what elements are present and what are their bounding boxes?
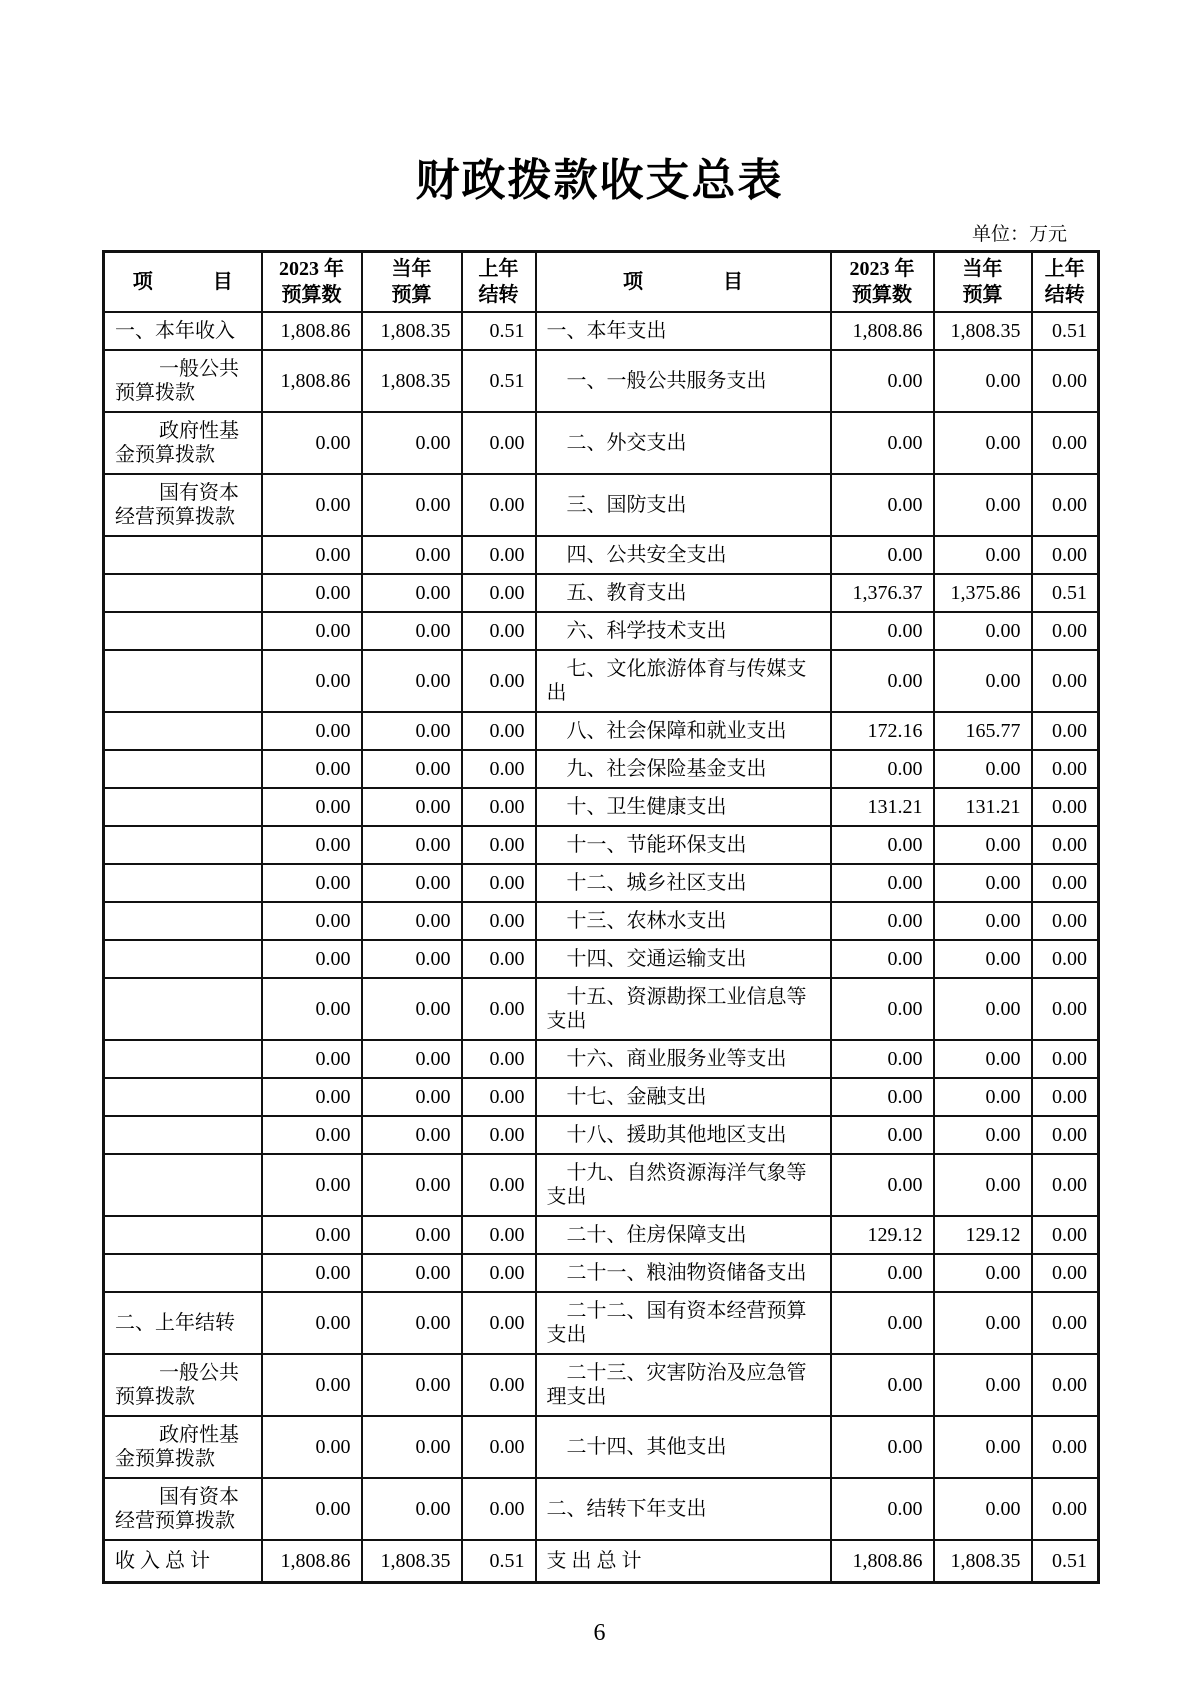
value-2023-left: 0.00 bbox=[262, 712, 362, 750]
value-carryover-right: 0.00 bbox=[1032, 412, 1099, 474]
value-2023-left: 1,808.86 bbox=[262, 1540, 362, 1583]
value-2023-left: 0.00 bbox=[262, 474, 362, 536]
header-line: 2023 年 bbox=[849, 258, 915, 280]
value-current-left: 0.00 bbox=[362, 1078, 462, 1116]
value-carryover-right: 0.00 bbox=[1032, 864, 1099, 902]
item-cell-right: 六、科学技术支出 bbox=[536, 612, 831, 650]
value-2023-right: 172.16 bbox=[831, 712, 934, 750]
header-budget-2023-left bbox=[262, 252, 362, 313]
item-cell-left bbox=[104, 1216, 262, 1254]
value-current-left: 0.00 bbox=[362, 940, 462, 978]
item-cell-right: 七、文化旅游体育与传媒支出 bbox=[536, 650, 831, 712]
item-cell-right: 二十、住房保障支出 bbox=[536, 1216, 831, 1254]
item-cell-left bbox=[104, 574, 262, 612]
value-2023-left: 0.00 bbox=[262, 902, 362, 940]
value-current-right: 0.00 bbox=[934, 474, 1032, 536]
value-2023-right: 0.00 bbox=[831, 1254, 934, 1292]
item-cell-left bbox=[104, 1116, 262, 1154]
item-cell-right: 十八、援助其他地区支出 bbox=[536, 1116, 831, 1154]
item-cell-left: 政府性基金预算拨款 bbox=[104, 1416, 262, 1478]
item-cell-left bbox=[104, 1040, 262, 1078]
value-carryover-left: 0.00 bbox=[462, 978, 536, 1040]
value-2023-left: 0.00 bbox=[262, 574, 362, 612]
value-carryover-right: 0.00 bbox=[1032, 474, 1099, 536]
value-2023-left: 0.00 bbox=[262, 1078, 362, 1116]
value-current-left: 0.00 bbox=[362, 1116, 462, 1154]
value-current-right: 0.00 bbox=[934, 612, 1032, 650]
value-current-left: 0.00 bbox=[362, 412, 462, 474]
value-current-left: 1,808.35 bbox=[362, 312, 462, 350]
table-row bbox=[104, 412, 1099, 474]
value-2023-right: 0.00 bbox=[831, 350, 934, 412]
value-carryover-right: 0.00 bbox=[1032, 1154, 1099, 1216]
table-row bbox=[104, 474, 1099, 536]
value-current-right: 0.00 bbox=[934, 1254, 1032, 1292]
table-area bbox=[102, 222, 1097, 1584]
value-current-right: 0.00 bbox=[934, 1154, 1032, 1216]
value-2023-right: 0.00 bbox=[831, 1116, 934, 1154]
value-carryover-left: 0.00 bbox=[462, 536, 536, 574]
item-cell-right: 五、教育支出 bbox=[536, 574, 831, 612]
value-carryover-right: 0.00 bbox=[1032, 1116, 1099, 1154]
value-carryover-right: 0.00 bbox=[1032, 650, 1099, 712]
value-2023-left: 0.00 bbox=[262, 1354, 362, 1416]
table-row bbox=[104, 312, 1099, 350]
value-current-left: 0.00 bbox=[362, 536, 462, 574]
item-cell-left bbox=[104, 750, 262, 788]
header-current-budget-right bbox=[934, 252, 1032, 313]
value-carryover-left: 0.00 bbox=[462, 1040, 536, 1078]
value-2023-left: 0.00 bbox=[262, 788, 362, 826]
item-cell-left bbox=[104, 826, 262, 864]
page-number: 6 bbox=[593, 1620, 606, 1646]
table-row bbox=[104, 1216, 1099, 1254]
value-2023-left: 0.00 bbox=[262, 826, 362, 864]
value-2023-right: 0.00 bbox=[831, 650, 934, 712]
value-carryover-left: 0.00 bbox=[462, 712, 536, 750]
value-2023-left: 0.00 bbox=[262, 650, 362, 712]
item-cell-left: 一般公共预算拨款 bbox=[104, 350, 262, 412]
value-2023-left: 0.00 bbox=[262, 1154, 362, 1216]
header-item-right: 项 目 bbox=[536, 252, 831, 313]
table-row bbox=[104, 1478, 1099, 1540]
item-cell-right: 一、本年支出 bbox=[536, 312, 831, 350]
value-carryover-right: 0.51 bbox=[1032, 1540, 1099, 1583]
header-carryover-left bbox=[462, 252, 536, 313]
value-2023-right: 1,808.86 bbox=[831, 312, 934, 350]
header-line: 预算 bbox=[391, 284, 432, 306]
header-row bbox=[104, 252, 1099, 313]
value-2023-left: 0.00 bbox=[262, 750, 362, 788]
value-2023-right: 0.00 bbox=[831, 1354, 934, 1416]
value-2023-right: 0.00 bbox=[831, 412, 934, 474]
table-row bbox=[104, 1354, 1099, 1416]
value-current-right: 0.00 bbox=[934, 864, 1032, 902]
value-carryover-right: 0.00 bbox=[1032, 940, 1099, 978]
value-2023-right: 0.00 bbox=[831, 1478, 934, 1540]
value-carryover-left: 0.00 bbox=[462, 902, 536, 940]
value-carryover-right: 0.00 bbox=[1032, 788, 1099, 826]
item-cell-right: 十二、城乡社区支出 bbox=[536, 864, 831, 902]
value-2023-right: 0.00 bbox=[831, 474, 934, 536]
table-row bbox=[104, 1040, 1099, 1078]
value-carryover-left: 0.00 bbox=[462, 750, 536, 788]
value-carryover-right: 0.00 bbox=[1032, 1216, 1099, 1254]
value-carryover-right: 0.51 bbox=[1032, 312, 1099, 350]
item-cell-right: 十四、交通运输支出 bbox=[536, 940, 831, 978]
item-cell-left bbox=[104, 978, 262, 1040]
value-carryover-left: 0.00 bbox=[462, 650, 536, 712]
value-carryover-left: 0.00 bbox=[462, 788, 536, 826]
table-row bbox=[104, 350, 1099, 412]
item-cell-left bbox=[104, 1154, 262, 1216]
header-line: 上年 bbox=[478, 258, 519, 280]
table-row bbox=[104, 712, 1099, 750]
value-carryover-left: 0.00 bbox=[462, 1078, 536, 1116]
value-carryover-left: 0.00 bbox=[462, 940, 536, 978]
value-carryover-left: 0.00 bbox=[462, 1216, 536, 1254]
value-carryover-left: 0.00 bbox=[462, 474, 536, 536]
item-cell-right: 二、外交支出 bbox=[536, 412, 831, 474]
table-row bbox=[104, 788, 1099, 826]
item-cell-left bbox=[104, 612, 262, 650]
value-carryover-left: 0.00 bbox=[462, 1254, 536, 1292]
value-current-left: 0.00 bbox=[362, 574, 462, 612]
table-row bbox=[104, 1254, 1099, 1292]
item-cell-right: 二十四、其他支出 bbox=[536, 1416, 831, 1478]
value-current-right: 0.00 bbox=[934, 1116, 1032, 1154]
value-2023-left: 0.00 bbox=[262, 1116, 362, 1154]
value-current-left: 0.00 bbox=[362, 712, 462, 750]
value-carryover-right: 0.00 bbox=[1032, 536, 1099, 574]
header-line: 预算数 bbox=[852, 284, 912, 306]
value-2023-left: 0.00 bbox=[262, 1478, 362, 1540]
value-current-left: 0.00 bbox=[362, 978, 462, 1040]
item-cell-right: 四、公共安全支出 bbox=[536, 536, 831, 574]
value-current-right: 0.00 bbox=[934, 536, 1032, 574]
value-2023-left: 0.00 bbox=[262, 412, 362, 474]
value-2023-left: 0.00 bbox=[262, 1292, 362, 1354]
value-2023-right: 0.00 bbox=[831, 902, 934, 940]
value-2023-right: 1,376.37 bbox=[831, 574, 934, 612]
value-current-right: 0.00 bbox=[934, 1040, 1032, 1078]
value-2023-right: 0.00 bbox=[831, 1154, 934, 1216]
value-2023-right: 0.00 bbox=[831, 1292, 934, 1354]
value-2023-right: 129.12 bbox=[831, 1216, 934, 1254]
table-row bbox=[104, 1154, 1099, 1216]
item-cell-left bbox=[104, 1254, 262, 1292]
value-carryover-right: 0.00 bbox=[1032, 1416, 1099, 1478]
value-carryover-left: 0.00 bbox=[462, 612, 536, 650]
value-current-left: 0.00 bbox=[362, 1354, 462, 1416]
value-2023-right: 0.00 bbox=[831, 612, 934, 650]
value-2023-left: 0.00 bbox=[262, 978, 362, 1040]
item-cell-right: 二十三、灾害防治及应急管理支出 bbox=[536, 1354, 831, 1416]
value-carryover-left: 0.51 bbox=[462, 312, 536, 350]
header-line: 结转 bbox=[478, 284, 519, 306]
value-current-right: 0.00 bbox=[934, 940, 1032, 978]
value-current-left: 0.00 bbox=[362, 474, 462, 536]
value-2023-right: 0.00 bbox=[831, 1078, 934, 1116]
value-carryover-right: 0.00 bbox=[1032, 902, 1099, 940]
value-carryover-left: 0.00 bbox=[462, 412, 536, 474]
item-cell-right: 八、社会保障和就业支出 bbox=[536, 712, 831, 750]
header-line: 预算 bbox=[962, 284, 1003, 306]
item-cell-right: 二十二、国有资本经营预算支出 bbox=[536, 1292, 831, 1354]
value-current-right: 0.00 bbox=[934, 350, 1032, 412]
table-row bbox=[104, 864, 1099, 902]
value-carryover-right: 0.00 bbox=[1032, 978, 1099, 1040]
value-current-right: 0.00 bbox=[934, 978, 1032, 1040]
item-cell-right: 十五、资源勘探工业信息等支出 bbox=[536, 978, 831, 1040]
value-2023-left: 0.00 bbox=[262, 1416, 362, 1478]
value-carryover-right: 0.00 bbox=[1032, 612, 1099, 650]
table-row bbox=[104, 1292, 1099, 1354]
item-cell-right: 一、一般公共服务支出 bbox=[536, 350, 831, 412]
value-current-right: 0.00 bbox=[934, 902, 1032, 940]
value-2023-right: 131.21 bbox=[831, 788, 934, 826]
item-cell-right: 十一、节能环保支出 bbox=[536, 826, 831, 864]
value-current-right: 0.00 bbox=[934, 826, 1032, 864]
value-carryover-left: 0.00 bbox=[462, 826, 536, 864]
value-current-right: 0.00 bbox=[934, 1416, 1032, 1478]
value-current-left: 0.00 bbox=[362, 1478, 462, 1540]
value-2023-left: 0.00 bbox=[262, 1254, 362, 1292]
item-cell-left bbox=[104, 1078, 262, 1116]
value-2023-left: 1,808.86 bbox=[262, 312, 362, 350]
table-row bbox=[104, 612, 1099, 650]
item-cell-left: 国有资本经营预算拨款 bbox=[104, 474, 262, 536]
value-2023-left: 0.00 bbox=[262, 864, 362, 902]
item-cell-right: 十、卫生健康支出 bbox=[536, 788, 831, 826]
value-carryover-left: 0.00 bbox=[462, 864, 536, 902]
item-cell-left: 一、本年收入 bbox=[104, 312, 262, 350]
value-current-left: 0.00 bbox=[362, 1154, 462, 1216]
value-2023-right: 0.00 bbox=[831, 826, 934, 864]
item-cell-left: 国有资本经营预算拨款 bbox=[104, 1478, 262, 1540]
value-current-left: 0.00 bbox=[362, 826, 462, 864]
value-current-left: 0.00 bbox=[362, 902, 462, 940]
value-current-right: 0.00 bbox=[934, 1292, 1032, 1354]
table-row bbox=[104, 1116, 1099, 1154]
value-current-left: 0.00 bbox=[362, 1292, 462, 1354]
value-2023-right: 1,808.86 bbox=[831, 1540, 934, 1583]
header-item-left: 项 目 bbox=[104, 252, 262, 313]
header-line: 预算数 bbox=[281, 284, 342, 306]
table-row bbox=[104, 1078, 1099, 1116]
value-2023-right: 0.00 bbox=[831, 1416, 934, 1478]
value-current-left: 0.00 bbox=[362, 1040, 462, 1078]
value-2023-right: 0.00 bbox=[831, 1040, 934, 1078]
item-cell-left bbox=[104, 788, 262, 826]
header-line: 当年 bbox=[962, 258, 1003, 280]
value-carryover-right: 0.00 bbox=[1032, 750, 1099, 788]
value-carryover-left: 0.51 bbox=[462, 350, 536, 412]
table-row bbox=[104, 978, 1099, 1040]
item-cell-left bbox=[104, 940, 262, 978]
value-current-left: 0.00 bbox=[362, 788, 462, 826]
value-current-left: 0.00 bbox=[362, 612, 462, 650]
value-carryover-left: 0.00 bbox=[462, 1416, 536, 1478]
value-current-left: 0.00 bbox=[362, 750, 462, 788]
value-carryover-right: 0.00 bbox=[1032, 826, 1099, 864]
header-carryover-right bbox=[1032, 252, 1099, 313]
header-line: 上年 bbox=[1044, 258, 1085, 280]
value-2023-left: 0.00 bbox=[262, 1040, 362, 1078]
table-row bbox=[104, 1416, 1099, 1478]
value-carryover-right: 0.00 bbox=[1032, 350, 1099, 412]
value-2023-right: 0.00 bbox=[831, 940, 934, 978]
item-cell-left bbox=[104, 536, 262, 574]
value-current-right: 165.77 bbox=[934, 712, 1032, 750]
value-carryover-left: 0.00 bbox=[462, 1478, 536, 1540]
table-row bbox=[104, 574, 1099, 612]
item-cell-left: 二、上年结转 bbox=[104, 1292, 262, 1354]
header-current-budget-left bbox=[362, 252, 462, 313]
value-current-right: 1,808.35 bbox=[934, 312, 1032, 350]
item-cell-right: 九、社会保险基金支出 bbox=[536, 750, 831, 788]
item-cell-right: 三、国防支出 bbox=[536, 474, 831, 536]
item-cell-right: 十九、自然资源海洋气象等支出 bbox=[536, 1154, 831, 1216]
header-line: 结转 bbox=[1044, 284, 1085, 306]
value-current-right: 1,808.35 bbox=[934, 1540, 1032, 1583]
value-2023-right: 0.00 bbox=[831, 864, 934, 902]
value-carryover-right: 0.51 bbox=[1032, 574, 1099, 612]
value-current-right: 131.21 bbox=[934, 788, 1032, 826]
value-carryover-left: 0.00 bbox=[462, 574, 536, 612]
item-cell-right: 二、结转下年支出 bbox=[536, 1478, 831, 1540]
budget-table bbox=[102, 250, 1100, 1584]
item-cell-right: 十六、商业服务业等支出 bbox=[536, 1040, 831, 1078]
value-carryover-left: 0.00 bbox=[462, 1116, 536, 1154]
value-current-left: 0.00 bbox=[362, 864, 462, 902]
table-row bbox=[104, 1540, 1099, 1583]
value-2023-left: 1,808.86 bbox=[262, 350, 362, 412]
value-carryover-right: 0.00 bbox=[1032, 1354, 1099, 1416]
table-row bbox=[104, 902, 1099, 940]
value-2023-right: 0.00 bbox=[831, 536, 934, 574]
value-current-left: 1,808.35 bbox=[362, 350, 462, 412]
value-2023-right: 0.00 bbox=[831, 750, 934, 788]
value-current-left: 0.00 bbox=[362, 1254, 462, 1292]
value-current-left: 0.00 bbox=[362, 1416, 462, 1478]
value-current-right: 129.12 bbox=[934, 1216, 1032, 1254]
item-cell-left bbox=[104, 712, 262, 750]
header-line: 2023 年 bbox=[279, 258, 344, 280]
value-current-left: 1,808.35 bbox=[362, 1540, 462, 1583]
value-carryover-right: 0.00 bbox=[1032, 1292, 1099, 1354]
value-current-right: 0.00 bbox=[934, 650, 1032, 712]
value-carryover-left: 0.51 bbox=[462, 1540, 536, 1583]
value-carryover-right: 0.00 bbox=[1032, 1254, 1099, 1292]
table-row bbox=[104, 826, 1099, 864]
value-carryover-left: 0.00 bbox=[462, 1354, 536, 1416]
unit-note: 单位：万元 bbox=[971, 223, 1067, 245]
value-2023-right: 0.00 bbox=[831, 978, 934, 1040]
table-row bbox=[104, 536, 1099, 574]
value-2023-left: 0.00 bbox=[262, 1216, 362, 1254]
value-2023-left: 0.00 bbox=[262, 940, 362, 978]
value-carryover-right: 0.00 bbox=[1032, 712, 1099, 750]
page-title: 财政拨款收支总表 bbox=[415, 155, 784, 206]
item-cell-left: 一般公共预算拨款 bbox=[104, 1354, 262, 1416]
item-cell-right: 十三、农林水支出 bbox=[536, 902, 831, 940]
table-row bbox=[104, 650, 1099, 712]
value-current-right: 0.00 bbox=[934, 412, 1032, 474]
value-current-right: 0.00 bbox=[934, 1078, 1032, 1116]
value-2023-left: 0.00 bbox=[262, 536, 362, 574]
value-carryover-right: 0.00 bbox=[1032, 1040, 1099, 1078]
item-cell-left bbox=[104, 902, 262, 940]
value-current-left: 0.00 bbox=[362, 650, 462, 712]
item-cell-right: 十七、金融支出 bbox=[536, 1078, 831, 1116]
value-carryover-left: 0.00 bbox=[462, 1154, 536, 1216]
value-carryover-left: 0.00 bbox=[462, 1292, 536, 1354]
value-current-right: 0.00 bbox=[934, 1478, 1032, 1540]
value-current-right: 1,375.86 bbox=[934, 574, 1032, 612]
item-cell-left: 政府性基金预算拨款 bbox=[104, 412, 262, 474]
item-cell-left bbox=[104, 864, 262, 902]
item-cell-right: 支 出 总 计 bbox=[536, 1540, 831, 1583]
table-row bbox=[104, 940, 1099, 978]
value-current-left: 0.00 bbox=[362, 1216, 462, 1254]
item-cell-right: 二十一、粮油物资储备支出 bbox=[536, 1254, 831, 1292]
table-row bbox=[104, 750, 1099, 788]
item-cell-left: 收 入 总 计 bbox=[104, 1540, 262, 1583]
header-line: 当年 bbox=[391, 258, 432, 280]
item-cell-left bbox=[104, 650, 262, 712]
value-current-right: 0.00 bbox=[934, 1354, 1032, 1416]
value-current-right: 0.00 bbox=[934, 750, 1032, 788]
value-carryover-right: 0.00 bbox=[1032, 1078, 1099, 1116]
value-2023-left: 0.00 bbox=[262, 612, 362, 650]
header-budget-2023-right bbox=[831, 252, 934, 313]
value-carryover-right: 0.00 bbox=[1032, 1478, 1099, 1540]
